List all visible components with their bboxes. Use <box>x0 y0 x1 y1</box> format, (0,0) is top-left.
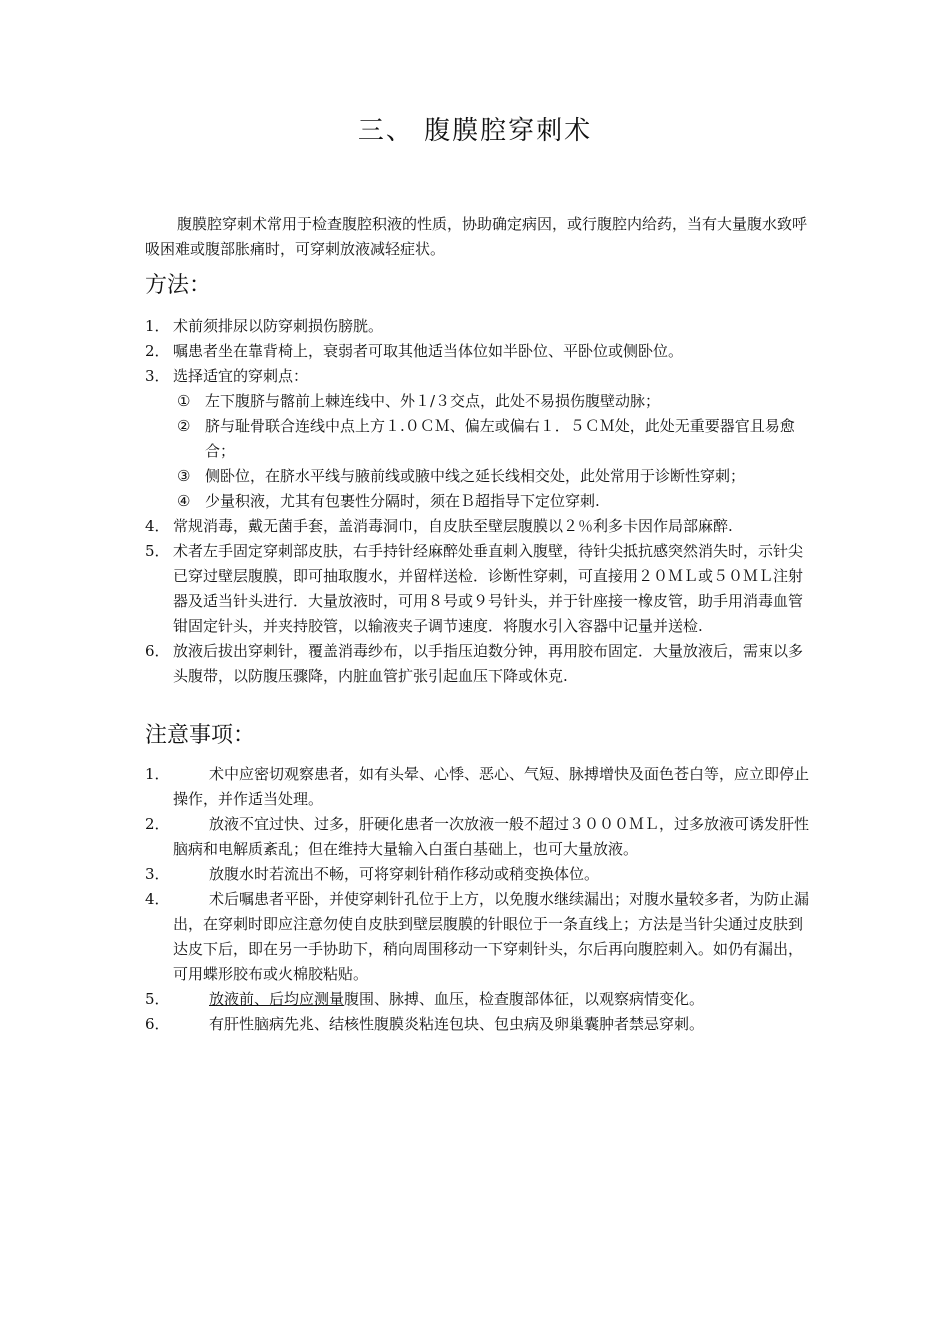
item-number: 2． <box>145 815 170 833</box>
sub-item <box>145 414 810 464</box>
sub-item-mark: ② <box>177 417 191 435</box>
item-number: 3． <box>145 865 170 883</box>
sub-item <box>145 489 810 514</box>
notes-heading: 注意事项： <box>145 723 256 748</box>
sub-item-mark: ③ <box>177 467 191 485</box>
item-text: 选择适宜的穿刺点： <box>173 367 309 385</box>
list-item <box>145 762 810 812</box>
sub-item-mark: ① <box>177 392 191 410</box>
item-number: 3． <box>145 367 170 385</box>
item-text-underlined: 放液前、后均应测量 <box>209 990 345 1008</box>
item-text: 放液不宜过快、过多，肝硬化患者一次放液一般不超过３０００ＭＬ，过多放液可诱发肝性脑病和电解质紊乱；但在维持大量输入白蛋白基础上，也可大量放液。 <box>173 815 810 858</box>
item-number: 2． <box>145 342 170 360</box>
item-text: 术后嘱患者平卧，并使穿刺针孔位于上方，以免腹水继续漏出；对腹水量较多者，为防止漏出，在穿刺时即应注意勿使自皮肤到壁层腹膜的针眼位于一条直线上；方法是当针尖通过皮肤到达皮下后，即在另一手协助下，稍向周围移动一下穿刺针头，尔后再向腹腔刺入。如仍有漏出，可用蝶形胶布或火棉胶粘贴。 <box>173 890 810 983</box>
item-text: 放液后拔出穿刺针，覆盖消毒纱布，以手指压迫数分钟，再用胶布固定．大量放液后，需束以多头腹带，以防腹压骤降，内脏血管扩张引起血压下降或休克. <box>173 642 804 685</box>
list-item <box>145 987 810 1012</box>
intro-paragraph: 腹膜腔穿刺术常用于检查腹腔积液的性质，协助确定病因，或行腹腔内给药，当有大量腹水致呼吸困难或腹部胀痛时，可穿刺放液减轻症状。 <box>145 215 808 258</box>
list-item <box>145 364 810 389</box>
sub-item-text: 侧卧位，在脐水平线与腋前线或腋中线之延长线相交处，此处常用于诊断性穿刺； <box>205 467 746 485</box>
item-number: 5． <box>145 542 170 560</box>
page-title: 三、 腹膜腔穿刺术 <box>357 116 593 146</box>
item-text: 术者左手固定穿刺部皮肤，右手持针经麻醉处垂直刺入腹壁，待针尖抵抗感突然消失时，示针尖已穿过壁层腹膜，即可抽取腹水，并留样送检．诊断性穿刺，可直接用２０ＭＬ或５０ＭＬ注射器及适当针头进行．大量放液时，可用８号或９号针头，并于针座接一橡皮管，助手用消毒血管钳固定针头，并夹持胶管，以输液夹子调节速度．将腹水引入容器中记量并送检. <box>173 542 804 635</box>
sub-item-text: 脐与耻骨联合连线中点上方１.０ＣＭ、偏左或偏右１．５ＣＭ处，此处无重要器官且易愈合； <box>205 417 795 460</box>
sub-item <box>145 464 810 489</box>
list-item <box>145 812 810 862</box>
notes-list <box>145 762 810 1037</box>
list-item <box>145 639 810 689</box>
item-text: 术前须排尿以防穿刺损伤膀胱。 <box>173 317 384 335</box>
sub-item-text: 少量积液，尤其有包裹性分隔时，须在Ｂ超指导下定位穿刺. <box>205 492 600 510</box>
sub-item-text: 左下腹脐与髂前上棘连线中、外１/３交点，此处不易损伤腹壁动脉； <box>205 392 661 410</box>
item-number: 6． <box>145 1015 170 1033</box>
sub-item <box>145 389 810 414</box>
list-item <box>145 862 810 887</box>
item-number: 4． <box>145 517 170 535</box>
methods-list <box>145 314 810 689</box>
list-item <box>145 339 810 364</box>
item-text: 腹围、脉搏、血压，检查腹部体征，以观察病情变化。 <box>344 990 705 1008</box>
item-number: 4． <box>145 890 170 908</box>
item-text: 常规消毒，戴无菌手套，盖消毒洞巾，自皮肤至壁层腹膜以２％利多卡因作局部麻醉. <box>173 517 733 535</box>
list-item <box>145 314 810 339</box>
list-item <box>145 539 810 639</box>
item-text: 术中应密切观察患者，如有头晕、心悸、恶心、气短、脉搏增快及面色苍白等，应立即停止操作，并作适当处理。 <box>173 765 810 808</box>
item-number: 5． <box>145 990 170 1008</box>
methods-heading: 方法： <box>145 273 212 298</box>
item-number: 1． <box>145 765 170 783</box>
sub-item-mark: ④ <box>177 492 191 510</box>
list-item <box>145 514 810 539</box>
item-text: 有肝性脑病先兆、结核性腹膜炎粘连包块、包虫病及卵巢囊肿者禁忌穿刺。 <box>209 1015 705 1033</box>
item-number: 1． <box>145 317 170 335</box>
list-item <box>145 887 810 987</box>
item-number: 6． <box>145 642 170 660</box>
item-text: 放腹水时若流出不畅，可将穿刺针稍作移动或稍变换体位。 <box>209 865 600 883</box>
list-item <box>145 1012 810 1037</box>
item-text: 嘱患者坐在靠背椅上，衰弱者可取其他适当体位如半卧位、平卧位或侧卧位。 <box>173 342 684 360</box>
